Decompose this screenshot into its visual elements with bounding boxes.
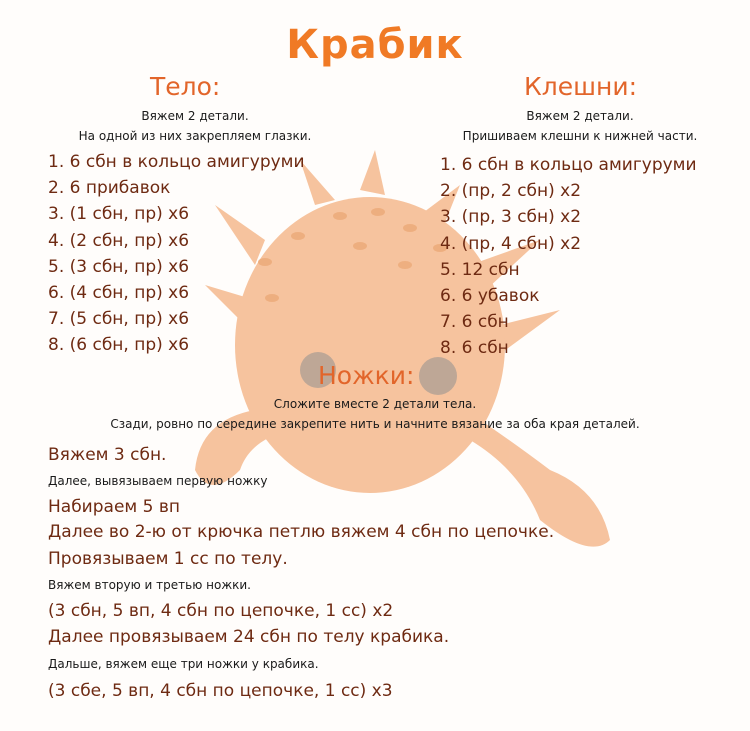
claws-heading: Клешни: xyxy=(524,72,638,101)
legs-note-line-2: Сзади, ровно по середине закрепите нить и начните вязание за оба края деталей. xyxy=(110,417,640,431)
claws-note xyxy=(420,106,740,146)
list-item: 3. (пр, 3 сбн) x2 xyxy=(440,207,582,228)
body-note-line-2: На одной из них закрепляем глазки. xyxy=(78,129,312,143)
body-note-line-1: Вяжем 2 детали. xyxy=(141,109,249,123)
list-item: 4. (пр, 4 сбн) x2 xyxy=(440,233,582,254)
list-item: 1. 6 сбн в кольцо амигуруми xyxy=(48,152,305,172)
legs-note-4: Вяжем вторую и третью ножки. xyxy=(48,578,251,592)
legs-step-2: Набираем 5 вп xyxy=(48,497,180,517)
list-item: 3. (1 сбн, пр) x6 xyxy=(48,204,190,225)
list-item: 4. (2 сбн, пр) x6 xyxy=(48,230,190,251)
list-item: 7. 6 сбн xyxy=(440,312,509,333)
list-item: 1. 6 сбн в кольцо амигуруми xyxy=(440,155,697,175)
list-item: 6. (4 сбн, пр) x6 xyxy=(48,282,190,303)
legs-note-3: Далее, вывязываем первую ножку xyxy=(48,474,268,488)
claws-note-line-2: Пришиваем клешни к нижней части. xyxy=(462,129,698,143)
page-title: Крабик xyxy=(286,22,464,68)
legs-step-5: (3 сбн, 5 вп, 4 сбн по цепочке, 1 сс) x2 xyxy=(48,601,394,621)
legs-heading: Ножки: xyxy=(318,361,415,390)
list-item: 8. 6 сбн xyxy=(440,338,509,359)
legs-note-line-1: Сложите вместе 2 детали тела. xyxy=(273,397,477,411)
legs-note-5: Дальше, вяжем еще три ножки у крабика. xyxy=(48,657,319,671)
body-heading: Тело: xyxy=(150,72,221,101)
legs-step-4: Провязываем 1 сс по телу. xyxy=(48,549,288,569)
claws-note-line-1: Вяжем 2 детали. xyxy=(526,109,634,123)
list-item: 8. (6 сбн, пр) x6 xyxy=(48,335,190,356)
legs-step-3: Далее во 2-ю от крючка петлю вяжем 4 сбн по цепочке. xyxy=(48,522,555,542)
list-item: 7. (5 сбн, пр) x6 xyxy=(48,309,190,330)
body-rows-list xyxy=(48,149,305,359)
legs-step-1: Вяжем 3 сбн. xyxy=(48,445,167,465)
claws-rows-list xyxy=(440,152,697,362)
legs-step-7: (3 сбе, 5 вп, 4 сбн по цепочке, 1 сс) x3 xyxy=(48,681,393,701)
list-item: 5. 12 сбн xyxy=(440,259,520,280)
list-item: 2. 6 прибавок xyxy=(48,178,171,199)
list-item: 2. (пр, 2 сбн) x2 xyxy=(440,181,582,202)
legs-note xyxy=(0,394,750,434)
list-item: 5. (3 сбн, пр) x6 xyxy=(48,256,190,277)
body-note xyxy=(30,106,360,146)
legs-step-6: Далее провязываем 24 сбн по телу крабика. xyxy=(48,627,450,647)
list-item: 6. 6 убавок xyxy=(440,285,540,306)
